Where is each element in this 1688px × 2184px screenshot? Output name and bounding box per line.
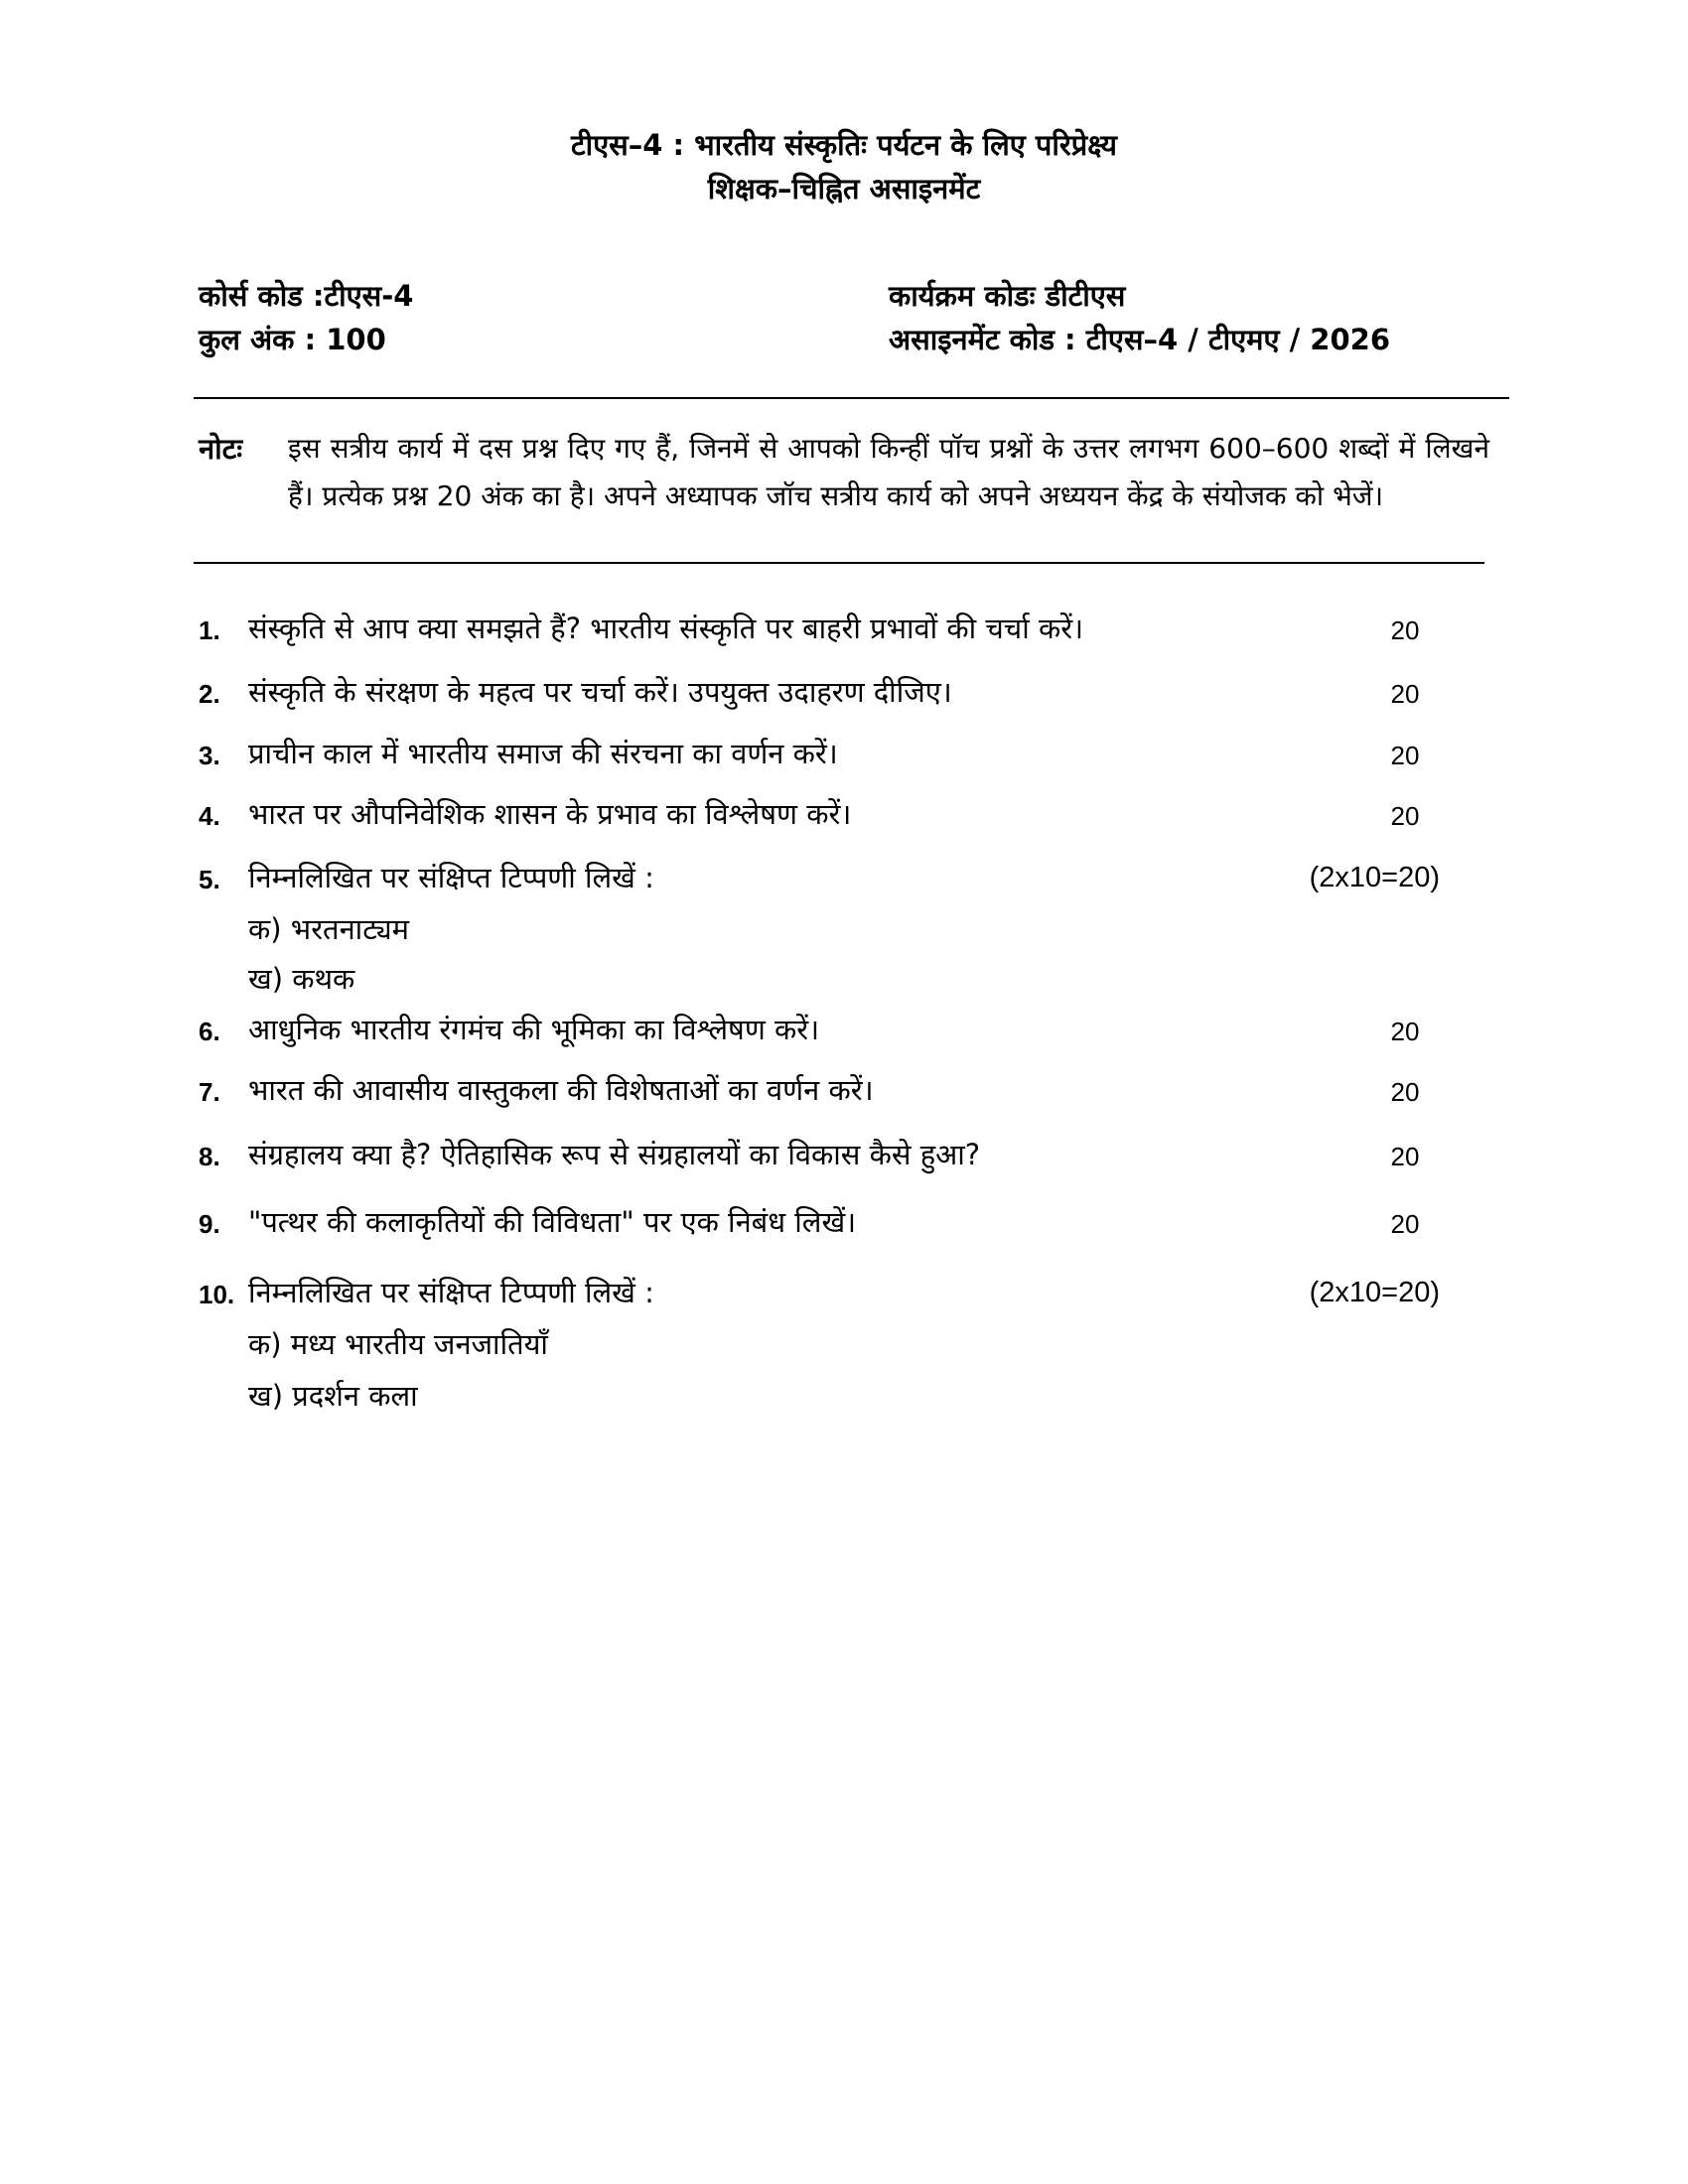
- question-number: 3.: [199, 741, 220, 770]
- question-marks: 20: [1390, 801, 1420, 831]
- assignment-code: असाइनमेंट कोड : टीएस–4 / टीएमए / 2026: [889, 323, 1391, 356]
- header-divider: [194, 397, 1509, 399]
- question-marks: 20: [1390, 1077, 1420, 1107]
- question-marks: 20: [1390, 1142, 1420, 1171]
- document-title: टीएस–4 : भारतीय संस्कृतिः पर्यटन के लिए परिप्रेक्ष्य: [571, 128, 1117, 162]
- question-text: भारत की आवासीय वास्तुकला की विशेषताओं का वर्णन करें।: [248, 1073, 874, 1107]
- question-number: 5.: [199, 865, 220, 894]
- sub-question: ख) कथक: [248, 962, 355, 996]
- question-number: 6.: [199, 1017, 220, 1046]
- question-text: निम्नलिखित पर संक्षिप्त टिप्पणी लिखें :: [248, 861, 654, 894]
- course-code: कोर्स कोड :टीएस-4: [199, 279, 414, 313]
- question-number: 4.: [199, 801, 220, 831]
- question-marks: 20: [1390, 615, 1420, 645]
- sub-question: क) मध्य भारतीय जनजातियाँ: [248, 1327, 548, 1361]
- question-text: प्राचीन काल में भारतीय समाज की संरचना का वर्णन करें।: [248, 737, 838, 770]
- question-number: 7.: [199, 1077, 220, 1107]
- question-text: आधुनिक भारतीय रंगमंच की भूमिका का विश्लेषण करें।: [248, 1013, 820, 1046]
- question-number: 10.: [199, 1280, 235, 1309]
- question-text: "पत्थर की कलाकृतियों की विविधता" पर एक निबंध लिखें।: [248, 1205, 857, 1239]
- question-marks: 20: [1390, 679, 1420, 709]
- question-text: निम्नलिखित पर संक्षिप्त टिप्पणी लिखें :: [248, 1276, 654, 1309]
- sub-question: ख) प्रदर्शन कला: [248, 1379, 418, 1413]
- note-divider: [194, 562, 1484, 564]
- total-marks: कुल अंक : 100: [199, 323, 386, 356]
- question-text: संस्कृति के संरक्षण के महत्व पर चर्चा करें। उपयुक्त उदाहरण दीजिए।: [248, 675, 952, 709]
- question-marks: 20: [1390, 1209, 1420, 1239]
- document-subtitle: शिक्षक–चिह्नित असाइनमेंट: [707, 172, 981, 205]
- question-text: भारत पर औपनिवेशिक शासन के प्रभाव का विश्लेषण करें।: [248, 797, 852, 831]
- question-marks: 20: [1390, 741, 1420, 770]
- note-label: नोटः: [199, 432, 243, 466]
- question-number: 2.: [199, 679, 220, 709]
- question-marks: (2x10=20): [1309, 1277, 1440, 1308]
- question-marks: (2x10=20): [1309, 862, 1440, 893]
- sub-question: क) भरतनाट्यम: [248, 912, 409, 946]
- programme-code: कार्यक्रम कोडः डीटीएस: [889, 279, 1126, 313]
- question-text: संस्कृति से आप क्या समझते हैं? भारतीय संस्कृति पर बाहरी प्रभावों की चर्चा करें।: [248, 612, 1084, 645]
- question-number: 9.: [199, 1209, 220, 1239]
- question-text: संग्रहालय क्या है? ऐतिहासिक रूप से संग्रहालयों का विकास कैसे हुआ?: [248, 1138, 981, 1171]
- question-marks: 20: [1390, 1017, 1420, 1046]
- question-number: 8.: [199, 1142, 220, 1171]
- question-number: 1.: [199, 615, 220, 645]
- note-text: इस सत्रीय कार्य में दस प्रश्न दिए गए हैं, जिनमें से आपको किन्हीं पॉच प्रश्नों के उत्तर लगभग 600–600 शब्दों में लिखने हैं। प्रत्येक प्रश्न 20 अंक का है। अपने अध्यापक जॉच सत्रीय कार्य को अपने अध्ययन केंद्र के संयोजक को भेजें।: [288, 432, 1489, 512]
